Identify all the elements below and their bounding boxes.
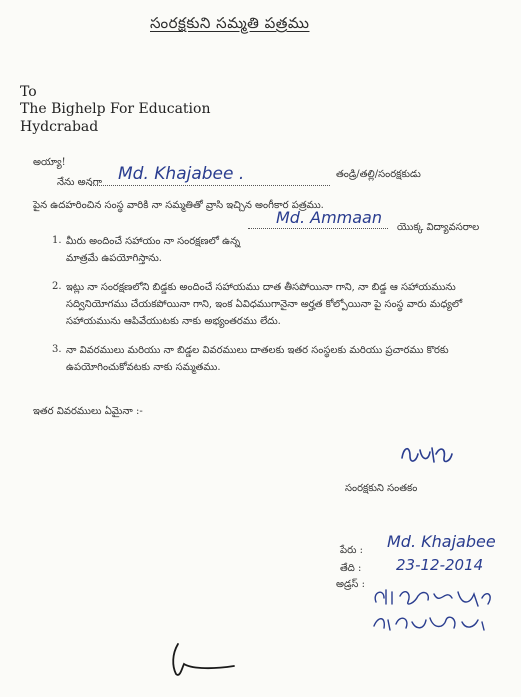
name-field-label: పేరు :	[340, 545, 364, 556]
para1-relation: తండ్రి/తల్లి/సంరక్షకుడు	[336, 169, 421, 180]
item2-line3: సహాయమును ఆపివేయుటకు నాకు అభ్యంతరము లేదు.	[66, 316, 281, 327]
address-field-label: అడ్రస్ :	[336, 579, 365, 590]
item2-number: 2.	[52, 281, 62, 292]
item3-number: 3.	[52, 344, 62, 355]
para1-prefix: నేను అనగా	[57, 177, 102, 188]
to-organisation: The Bighelp For Education	[20, 101, 211, 117]
guardian-signature	[398, 440, 458, 470]
guardian-signature-label: సంరక్షకుని సంతకం	[345, 483, 418, 494]
handwritten-date-value: 23-12-2014	[396, 556, 484, 574]
salutation: అయ్యా!	[33, 157, 66, 168]
item1-line1-suffix: యొక్క విద్యావసరాల	[397, 222, 480, 233]
handwritten-parent-name: Md. Khajabee .	[118, 164, 245, 184]
item1-student-line	[248, 227, 388, 229]
date-field-label: తేది :	[340, 563, 362, 574]
letter-title: సంరక్షకుని సమ్మతి పత్రము	[150, 14, 310, 32]
item1-line1-prefix: మీరు అందించే సహాయం నా సంరక్షణలో ఉన్న	[66, 236, 241, 247]
item3-line2: ఉపయోగించుకోవటకు నాకు సమ్మతము.	[66, 362, 221, 373]
to-city: Hydcrabad	[20, 119, 99, 135]
item2-line2: సద్వినియోగము చేయకపోయినా గాని, ఇంక ఏవిధముగానైనా అర్హత కోల్పోయినా పై సంస్థ వారు మధ్యలో	[66, 299, 463, 310]
to-label: To	[20, 84, 37, 100]
other-details-label: ఇతర వివరములు ఏమైనా :-	[33, 406, 143, 417]
witness-signature	[168, 640, 238, 680]
handwritten-student-name: Md. Ammaan	[276, 208, 382, 227]
item2-line1: ఇట్లు నా సంరక్షణలోని బిడ్డకు అందించే సహాయము దాత తీసపోయినా గాని, నా బిడ్డ ఆ సహాయమును	[66, 282, 456, 293]
handwritten-name-value: Md. Khajabee	[387, 532, 496, 551]
item1-number: 1.	[52, 235, 62, 246]
handwritten-address	[370, 584, 510, 636]
item3-line1: నా వివరములు మరియు నా బిడ్డల వివరములు దాతలకు ఇతర సంస్థలకు మరియు ప్రచారము కొరకు	[66, 345, 449, 356]
para1-line2: పైన ఉదహరించిన సంస్థ వారికి నా సమ్మతితో వ్రాసి ఇచ్చిన అంగీకార పత్రము.	[33, 200, 324, 211]
item1-line2: మాత్రమే ఉపయోగిస్తాను.	[66, 253, 162, 264]
para1-name-line	[90, 184, 330, 186]
